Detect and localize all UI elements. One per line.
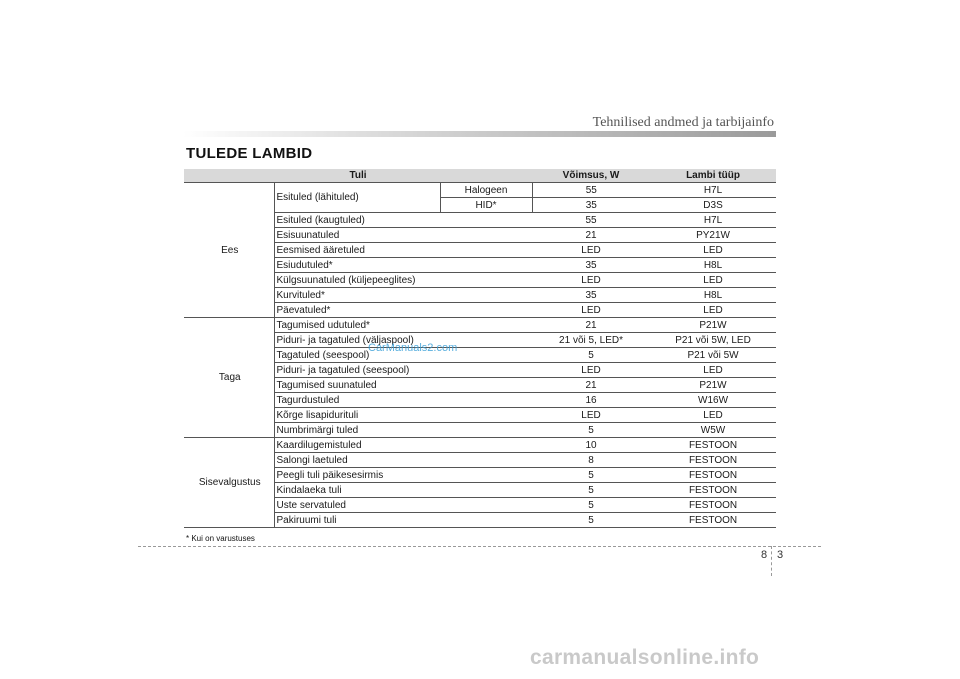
row-name: Peegli tuli päikesesirmis bbox=[274, 468, 532, 483]
row-name: Tagatuled (seespool) bbox=[274, 348, 532, 363]
page-number: 3 bbox=[777, 549, 784, 561]
table-header-row bbox=[184, 169, 776, 183]
row-type: FESTOON bbox=[650, 483, 776, 498]
row-name: Esiudutuled* bbox=[274, 258, 532, 273]
footnote: * Kui on varustuses bbox=[186, 534, 255, 543]
row-type: LED bbox=[650, 243, 776, 258]
lamp-table bbox=[184, 169, 776, 528]
row-power: 5 bbox=[532, 483, 650, 498]
row-type: P21W bbox=[650, 378, 776, 393]
row-type: H7L bbox=[650, 183, 776, 198]
row-power: 21 bbox=[532, 378, 650, 393]
footer-divider bbox=[138, 546, 821, 547]
row-type: H8L bbox=[650, 288, 776, 303]
row-name: Kindalaeka tuli bbox=[274, 483, 532, 498]
row-name: Pakiruumi tuli bbox=[274, 513, 532, 528]
row-type: D3S bbox=[650, 198, 776, 213]
row-power: 5 bbox=[532, 348, 650, 363]
row-name: Esituled (lähituled) bbox=[274, 183, 440, 213]
watermark-bottom: carmanualsonline.info bbox=[530, 646, 760, 669]
row-power: 35 bbox=[532, 258, 650, 273]
row-type: LED bbox=[650, 363, 776, 378]
row-power: 10 bbox=[532, 438, 650, 453]
row-power: 5 bbox=[532, 513, 650, 528]
row-power: 5 bbox=[532, 498, 650, 513]
row-name: Salongi laetuled bbox=[274, 453, 532, 468]
row-type: W5W bbox=[650, 423, 776, 438]
group-label-front: Ees bbox=[184, 183, 274, 318]
row-type: P21W bbox=[650, 318, 776, 333]
row-type: LED bbox=[650, 303, 776, 318]
row-name: Külgsuunatuled (küljepeeglites) bbox=[274, 273, 532, 288]
row-power: 21 bbox=[532, 228, 650, 243]
row-name: Numbrimärgi tuled bbox=[274, 423, 532, 438]
row-type: P21 või 5W bbox=[650, 348, 776, 363]
row-type: H8L bbox=[650, 258, 776, 273]
chapter-number: 8 bbox=[761, 549, 768, 561]
group-label-rear: Taga bbox=[184, 318, 274, 438]
row-name: Kaardilugemistuled bbox=[274, 438, 532, 453]
page-title: TULEDE LAMBID bbox=[186, 145, 313, 162]
row-name: Päevatuled* bbox=[274, 303, 532, 318]
row-power: LED bbox=[532, 273, 650, 288]
row-power: 55 bbox=[532, 213, 650, 228]
col-header-type: Lambi tüüp bbox=[650, 169, 776, 183]
row-type: FESTOON bbox=[650, 468, 776, 483]
row-subtype: HID* bbox=[440, 198, 532, 213]
row-type: PY21W bbox=[650, 228, 776, 243]
row-type: LED bbox=[650, 408, 776, 423]
row-name: Eesmised ääretuled bbox=[274, 243, 532, 258]
col-header-lamp: Tuli bbox=[184, 169, 532, 183]
row-name: Esisuunatuled bbox=[274, 228, 532, 243]
page-number-separator bbox=[771, 546, 772, 576]
row-name: Uste servatuled bbox=[274, 498, 532, 513]
table-row bbox=[184, 438, 776, 453]
row-type: H7L bbox=[650, 213, 776, 228]
row-type: W16W bbox=[650, 393, 776, 408]
row-subtype: Halogeen bbox=[440, 183, 532, 198]
row-name: Tagumised udutuled* bbox=[274, 318, 532, 333]
row-power: 35 bbox=[532, 198, 650, 213]
row-power: 5 bbox=[532, 468, 650, 483]
table-row bbox=[184, 183, 776, 198]
row-type: FESTOON bbox=[650, 513, 776, 528]
group-label-interior: Sisevalgustus bbox=[184, 438, 274, 528]
row-power: LED bbox=[532, 243, 650, 258]
row-name: Tagumised suunatuled bbox=[274, 378, 532, 393]
row-type: P21 või 5W, LED bbox=[650, 333, 776, 348]
row-power: LED bbox=[532, 408, 650, 423]
row-power: 21 bbox=[532, 318, 650, 333]
row-power: 16 bbox=[532, 393, 650, 408]
row-name: Kõrge lisapidurituli bbox=[274, 408, 532, 423]
table-row bbox=[184, 318, 776, 333]
row-power: 21 või 5, LED* bbox=[532, 333, 650, 348]
row-power: LED bbox=[532, 303, 650, 318]
row-power: LED bbox=[532, 363, 650, 378]
row-power: 5 bbox=[532, 423, 650, 438]
header-gradient-bar bbox=[183, 131, 776, 137]
row-type: FESTOON bbox=[650, 438, 776, 453]
row-name: Tagurdustuled bbox=[274, 393, 532, 408]
row-type: FESTOON bbox=[650, 498, 776, 513]
section-header-title: Tehnilised andmed ja tarbijainfo bbox=[592, 115, 774, 130]
row-power: 35 bbox=[532, 288, 650, 303]
row-type: FESTOON bbox=[650, 453, 776, 468]
row-type: LED bbox=[650, 273, 776, 288]
row-name: Piduri- ja tagatuled (väljaspool) bbox=[274, 333, 532, 348]
col-header-power: Võimsus, W bbox=[532, 169, 650, 183]
row-power: 55 bbox=[532, 183, 650, 198]
row-name: Esituled (kaugtuled) bbox=[274, 213, 532, 228]
row-name: Kurvituled* bbox=[274, 288, 532, 303]
row-power: 8 bbox=[532, 453, 650, 468]
watermark-middle: CarManuals2.com bbox=[368, 342, 458, 354]
row-name: Piduri- ja tagatuled (seespool) bbox=[274, 363, 532, 378]
